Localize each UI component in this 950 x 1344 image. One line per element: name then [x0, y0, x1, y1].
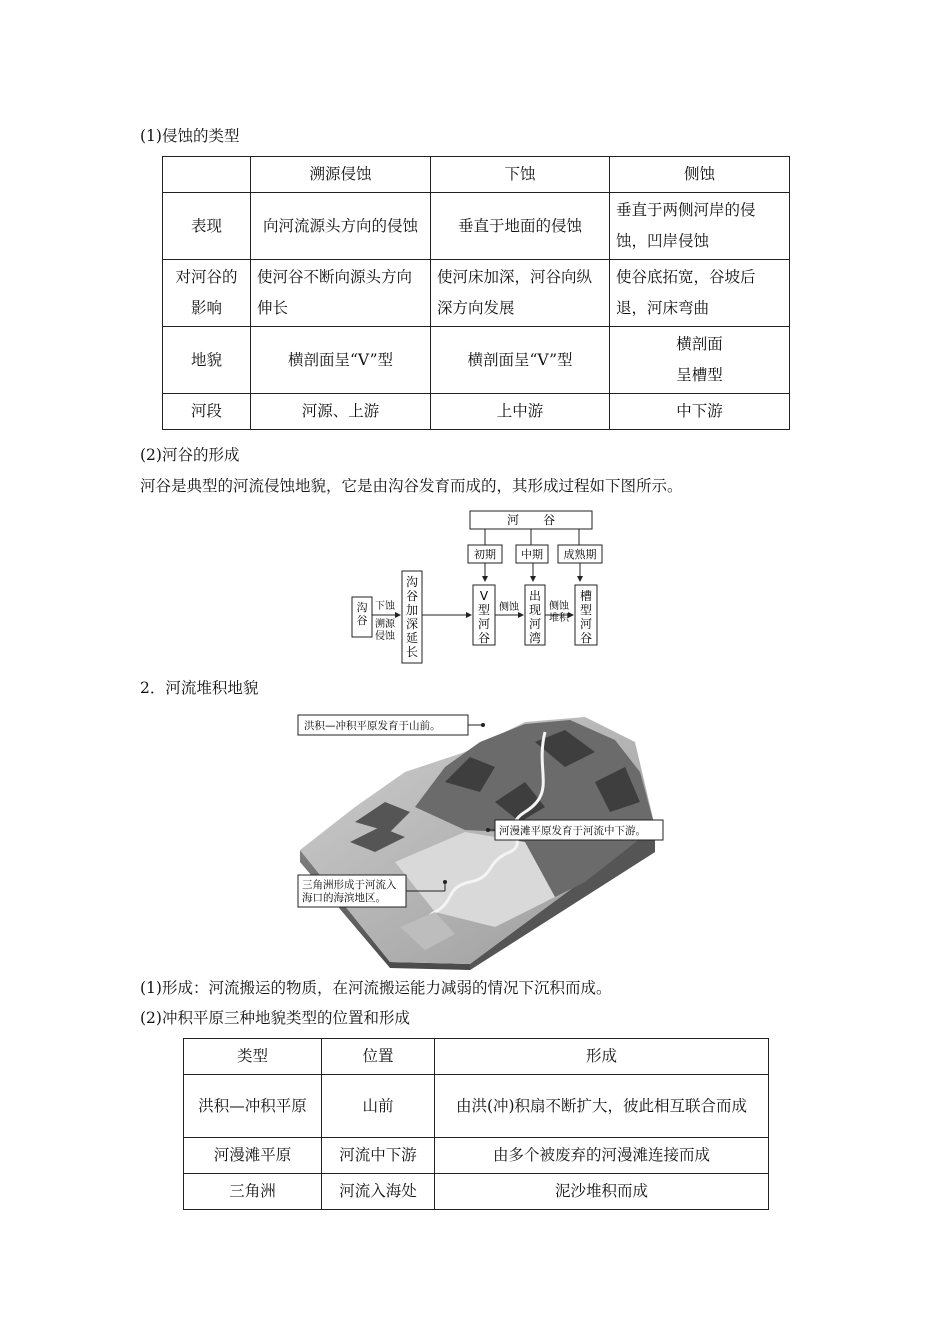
stage-label: 中期: [521, 548, 543, 561]
arrow3-label: 侧蚀: [499, 602, 519, 613]
flow-box-meander-label: 出现河湾: [528, 589, 542, 645]
table-cell: 三角洲: [184, 1174, 322, 1210]
row-label: 地貌: [163, 327, 251, 394]
table-cell: 河流入海处: [322, 1174, 435, 1210]
arrow1-bottom-label: 溯源侵蚀: [375, 619, 395, 642]
table-header-cell: [163, 157, 251, 193]
table-header-cell: 形成: [435, 1039, 769, 1075]
label-delta: 三角洲形成于河流入海口的海滨地区。: [302, 879, 397, 904]
table-row: [184, 1174, 769, 1210]
table-header-cell: 位置: [322, 1039, 435, 1075]
table-row: [163, 193, 790, 260]
table-row: [163, 327, 790, 394]
heading-deposition: 2．河流堆积地貌: [140, 679, 259, 697]
table-cell: 泥沙堆积而成: [435, 1174, 769, 1210]
arrow4-label: 侧蚀堆积: [549, 601, 569, 624]
stage-label: 成熟期: [563, 548, 597, 561]
table-cell: 上中游: [431, 394, 610, 430]
table-cell: 河流中下游: [322, 1138, 435, 1174]
table-row: [163, 260, 790, 327]
alluvial-table: [183, 1038, 769, 1210]
table-header-row: [184, 1039, 769, 1075]
row-label: 对河谷的影响: [163, 260, 251, 327]
table-cell: 使河床加深，河谷向纵深方向发展: [431, 260, 610, 327]
table-header-cell: 类型: [184, 1039, 322, 1075]
table-header-row: [163, 157, 790, 193]
heading-erosion-types: (1)侵蚀的类型: [140, 127, 240, 145]
flow-box-v-valley-label: V 型河谷: [477, 589, 491, 645]
valley-paragraph: 河谷是典型的河流侵蚀地貌，它是由沟谷发育而成的，其形成过程如下图所示。: [140, 477, 683, 495]
flow-start-label: 沟谷: [356, 601, 368, 627]
table-row: [184, 1138, 769, 1174]
table-cell: 由洪(冲)积扇不断扩大，彼此相互联合而成: [435, 1075, 769, 1138]
formation-line: (1)形成：河流搬运的物质，在河流搬运能力减弱的情况下沉积而成。: [140, 979, 612, 997]
flow-box-deepen-label: 沟谷加深延长: [405, 575, 419, 659]
label-floodplain: 河漫滩平原发育于河流中下游。: [499, 825, 646, 837]
flow-box-trough-valley-label: 槽型河谷: [579, 589, 593, 645]
table-cell: 使河谷不断向源头方向伸长: [251, 260, 431, 327]
table-header-cell: 溯源侵蚀: [251, 157, 431, 193]
table-cell: 横剖面呈“V”型: [251, 327, 431, 394]
table-cell: 洪积—冲积平原: [184, 1075, 322, 1138]
table-cell: 垂直于两侧河岸的侵蚀，凹岸侵蚀: [610, 193, 790, 260]
table-cell: 中下游: [610, 394, 790, 430]
table-row: [163, 394, 790, 430]
table-cell: 河漫滩平原: [184, 1138, 322, 1174]
table-cell: 使谷底拓宽，谷坡后退，河床弯曲: [610, 260, 790, 327]
table-cell: 向河流源头方向的侵蚀: [251, 193, 431, 260]
table-row: [184, 1075, 769, 1138]
table-cell: 由多个被废弃的河漫滩连接而成: [435, 1138, 769, 1174]
row-label: 河段: [163, 394, 251, 430]
flow-top-label: 河 谷: [506, 513, 556, 527]
erosion-table: [162, 156, 790, 430]
table-cell: 横剖面呈“V”型: [431, 327, 610, 394]
valley-flow-diagram: [340, 505, 610, 665]
river-deposition-block-diagram: [295, 712, 665, 970]
table-cell: 垂直于地面的侵蚀: [431, 193, 610, 260]
arrow1-top-label: 下蚀: [375, 601, 395, 612]
table-cell: 横剖面呈槽型: [610, 327, 790, 394]
table-cell: 山前: [322, 1075, 435, 1138]
table-header-cell: 下蚀: [431, 157, 610, 193]
table-cell: 河源、上游: [251, 394, 431, 430]
table-header-cell: 侧蚀: [610, 157, 790, 193]
stage-label: 初期: [474, 548, 496, 561]
label-alluvial-fan: 洪积—冲积平原发育于山前。: [304, 720, 441, 732]
heading-valley-formation: (2)河谷的形成: [140, 446, 240, 464]
alluvial-types-heading: (2)冲积平原三种地貌类型的位置和形成: [140, 1009, 410, 1027]
row-label: 表现: [163, 193, 251, 260]
